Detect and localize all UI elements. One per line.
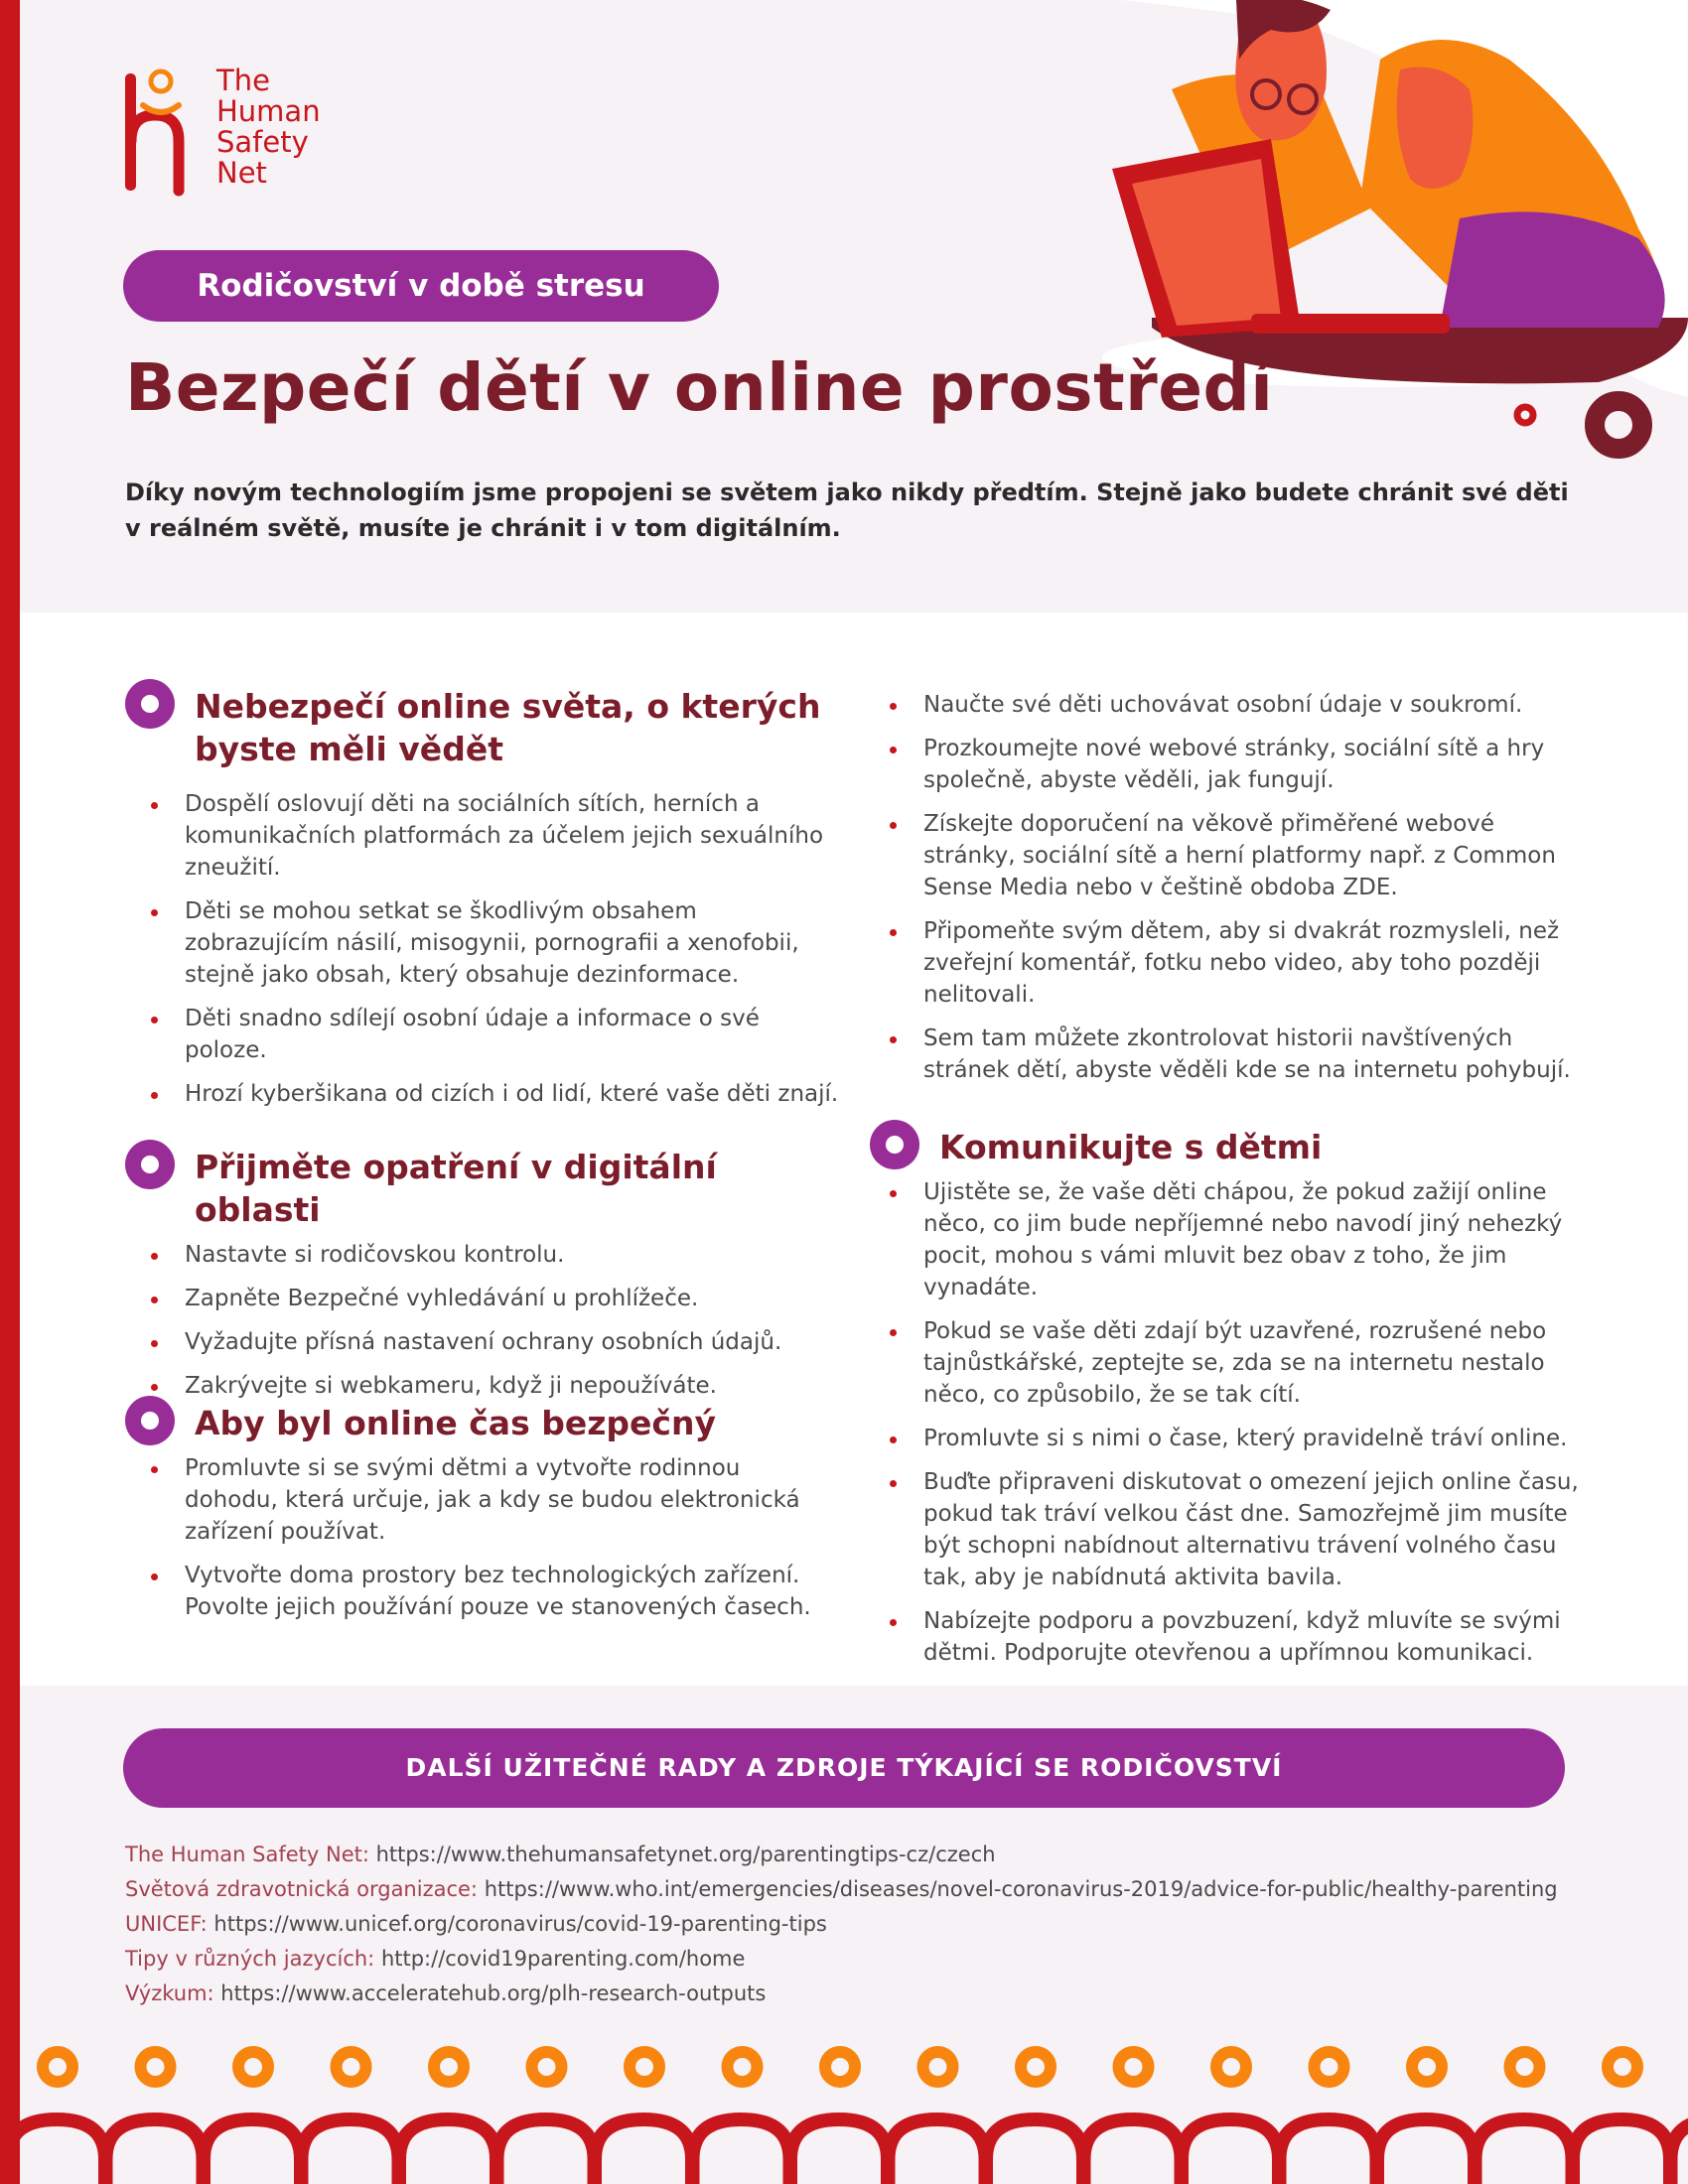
orange-ring-icon [1510, 2052, 1540, 2082]
bullet-list [864, 689, 1579, 1086]
resource-item[interactable] [125, 1942, 1615, 1977]
orange-ring-icon [825, 2052, 855, 2082]
left-accent-bar [0, 0, 20, 2184]
orange-ring-icon [238, 2052, 268, 2082]
red-arch-icon [1182, 2119, 1279, 2184]
list-item: Sem tam můžete zkontrolovat historii navštívených stránek dětí, abyste věděli kde se na internetu pohybují. [864, 1023, 1579, 1086]
circle-bullet-icon [870, 1120, 919, 1169]
list-item: Naučte své děti uchovávat osobní údaje v soukromí. [864, 689, 1579, 721]
resource-label: UNICEF: [125, 1912, 208, 1936]
list-item: Získejte doporučení na věkově přiměřené webové stránky, sociální sítě a herní platformy např. z Common Sense Media nebo v češtině obdoba ZDE. [864, 808, 1579, 903]
red-arch-icon [497, 2119, 595, 2184]
list-item: Promluvte si s nimi o čase, který pravidelně tráví online. [864, 1423, 1579, 1454]
list-item: Promluvte si se svými dětmi a vytvořte rodinnou dohodu, která určuje, jak a kdy se budou elektronická zařízení používat. [125, 1452, 840, 1548]
intro-paragraph: Díky novým technologiím jsme propojeni se světem jako nikdy předtím. Stejně jako budete chránit své děti v reálném světě, musíte je chránit i v tom digitálním. [125, 478, 1569, 542]
red-arch-icon [1573, 2119, 1670, 2184]
orange-ring-icon [1216, 2052, 1246, 2082]
list-item: Děti snadno sdílejí osobní údaje a informace o své poloze. [125, 1003, 840, 1066]
circle-bullet-icon [125, 1140, 175, 1189]
resource-label: Světová zdravotnická organizace: [125, 1877, 479, 1901]
orange-ring-icon [141, 2052, 171, 2082]
resource-label: Tipy v různých jazycích: [125, 1947, 375, 1971]
orange-ring-icon [1608, 2052, 1637, 2082]
brand-line: Net [216, 156, 267, 190]
resource-item[interactable] [125, 1872, 1615, 1907]
red-arch-icon [302, 2119, 399, 2184]
list-item: Nabízejte podporu a povzbuzení, když mluvíte se svými dětmi. Podporujte otevřenou a upřímnou komunikaci. [864, 1605, 1579, 1669]
list-item: Vyžadujte přísná nastavení ochrany osobních údajů. [125, 1326, 840, 1358]
orange-ring-icon [1119, 2052, 1149, 2082]
section-heading [125, 1146, 840, 1231]
red-arch-icon [1280, 2119, 1377, 2184]
section-title: Nebezpečí online světa, o kterých byste měli vědět [195, 687, 821, 768]
orange-ring-icon [728, 2052, 758, 2082]
resource-label: Výzkum: [125, 1981, 214, 2005]
list-item: Zapněte Bezpečné vyhledávání u prohlížeče. [125, 1283, 840, 1314]
section-title: Přijměte opatření v digitální oblasti [195, 1148, 717, 1229]
resource-link[interactable]: https://www.thehumansafetynet.org/parentingtips-cz/czech [375, 1843, 996, 1866]
list-item: Děti se mohou setkat se škodlivým obsahem zobrazujícím násilí, misogynii, pornografii a xenofobii, stejně jako obsah, který obsahuje dezinformace. [125, 895, 840, 991]
list-item: Ujistěte se, že vaše děti chápou, že pokud zažijí online něco, co jim bude nepříjemné nebo navodí jiný nehezký pocit, mohou s vámi mluvit bez obav z toho, že jim vynadáte. [864, 1176, 1579, 1303]
section-title: Aby byl online čas bezpečný [195, 1404, 716, 1442]
red-arch-icon [595, 2119, 692, 2184]
red-arch-icon [1671, 2119, 1688, 2184]
brand-line: Human [216, 94, 321, 128]
decorative-border [0, 2025, 1688, 2184]
orange-ring-icon [43, 2052, 72, 2082]
bullet-list [125, 788, 840, 1110]
list-item: Prozkoumejte nové webové stránky, sociální sítě a hry společně, abyste věděli, jak fungují. [864, 733, 1579, 796]
brand-name [216, 66, 355, 189]
circle-bullet-icon [125, 1396, 175, 1445]
list-item: Připomeňte svým dětem, aby si dvakrát rozmysleli, než zveřejní komentář, fotku nebo video, aby toho později nelitovali. [864, 915, 1579, 1011]
list-item: Vytvořte doma prostory bez technologických zařízení. Povolte jejich používání pouze ve stanovených časech. [125, 1560, 840, 1623]
resources-heading: DALŠÍ UŽITEČNÉ RADY A ZDROJE TÝKAJÍCÍ SE RODIČOVSTVÍ [123, 1728, 1565, 1808]
red-arch-icon [8, 2119, 105, 2184]
section-communicate [870, 1126, 1579, 1681]
resource-link[interactable]: https://www.acceleratehub.org/plh-research-outputs [220, 1981, 767, 2005]
orange-ring-icon [337, 2052, 366, 2082]
section-title: Komunikujte s dětmi [939, 1128, 1323, 1166]
red-arch-icon [1476, 2119, 1573, 2184]
list-item: Pokud se vaše děti zdají být uzavřené, rozrušené nebo tajnůstkářské, zeptejte se, zda se na internetu nestalo něco, co způsobilo, že se tak cítí. [864, 1315, 1579, 1411]
orange-ring-icon [434, 2052, 464, 2082]
list-item: Nastavte si rodičovskou kontrolu. [125, 1239, 840, 1271]
red-arch-icon [1084, 2119, 1182, 2184]
resource-link[interactable]: http://covid19parenting.com/home [380, 1947, 746, 1971]
circle-bullet-icon [125, 679, 175, 729]
list-item: Buďte připraveni diskutovat o omezení jejich online času, pokud tak tráví velkou část dne. Samozřejmě jim musíte být schopni nabídnout alternativu trávení volného času tak, aby je nabídnutá aktivita bavila. [864, 1466, 1579, 1593]
resources-list [125, 1838, 1615, 2011]
orange-ring-icon [532, 2052, 562, 2082]
section-heading [870, 1126, 1579, 1168]
red-arch-icon [204, 2119, 301, 2184]
red-arch-icon [1377, 2119, 1475, 2184]
resource-item[interactable] [125, 1838, 1615, 1872]
orange-ring-icon [923, 2052, 953, 2082]
section-dangers [125, 685, 840, 1122]
red-arch-icon [693, 2119, 790, 2184]
resource-item[interactable] [125, 1977, 1615, 2011]
orange-ring-icon [1315, 2052, 1344, 2082]
orange-ring-icon [1412, 2052, 1442, 2082]
section-safe-time [125, 1402, 840, 1635]
resource-link[interactable]: https://www.unicef.org/coronavirus/covid-19-parenting-tips [213, 1912, 827, 1936]
section-measures [125, 1146, 840, 1414]
section-heading [125, 1402, 840, 1444]
red-arch-icon [399, 2119, 496, 2184]
page-title: Bezpečí dětí v online prostředí [125, 349, 1274, 426]
section-tips [864, 689, 1579, 1098]
bullet-list [864, 1176, 1579, 1669]
topic-tag: Rodičovství v době stresu [123, 250, 719, 322]
resource-item[interactable] [125, 1907, 1615, 1942]
bullet-list [125, 1239, 840, 1402]
section-heading [125, 685, 840, 770]
orange-ring-icon [1021, 2052, 1051, 2082]
red-arch-icon [986, 2119, 1083, 2184]
list-item: Hrozí kyberšikana od cizích i od lidí, které vaše děti znají. [125, 1078, 840, 1110]
red-arch-icon [106, 2119, 204, 2184]
resource-label: The Human Safety Net: [125, 1843, 369, 1866]
brand-line: The [216, 64, 270, 97]
list-item: Dospělí oslovují děti na sociálních sítích, herních a komunikačních platformách za účelem jejich sexuálního zneužití. [125, 788, 840, 884]
bullet-list [125, 1452, 840, 1623]
resource-link[interactable]: https://www.who.int/emergencies/diseases/novel-coronavirus-2019/advice-for-public/healthy-parenting [484, 1877, 1558, 1901]
red-arch-icon [889, 2119, 986, 2184]
brand-line: Safety [216, 125, 309, 159]
orange-ring-icon [630, 2052, 659, 2082]
red-arch-icon [790, 2119, 888, 2184]
list-item: Zakrývejte si webkameru, když ji nepoužíváte. [125, 1370, 840, 1402]
